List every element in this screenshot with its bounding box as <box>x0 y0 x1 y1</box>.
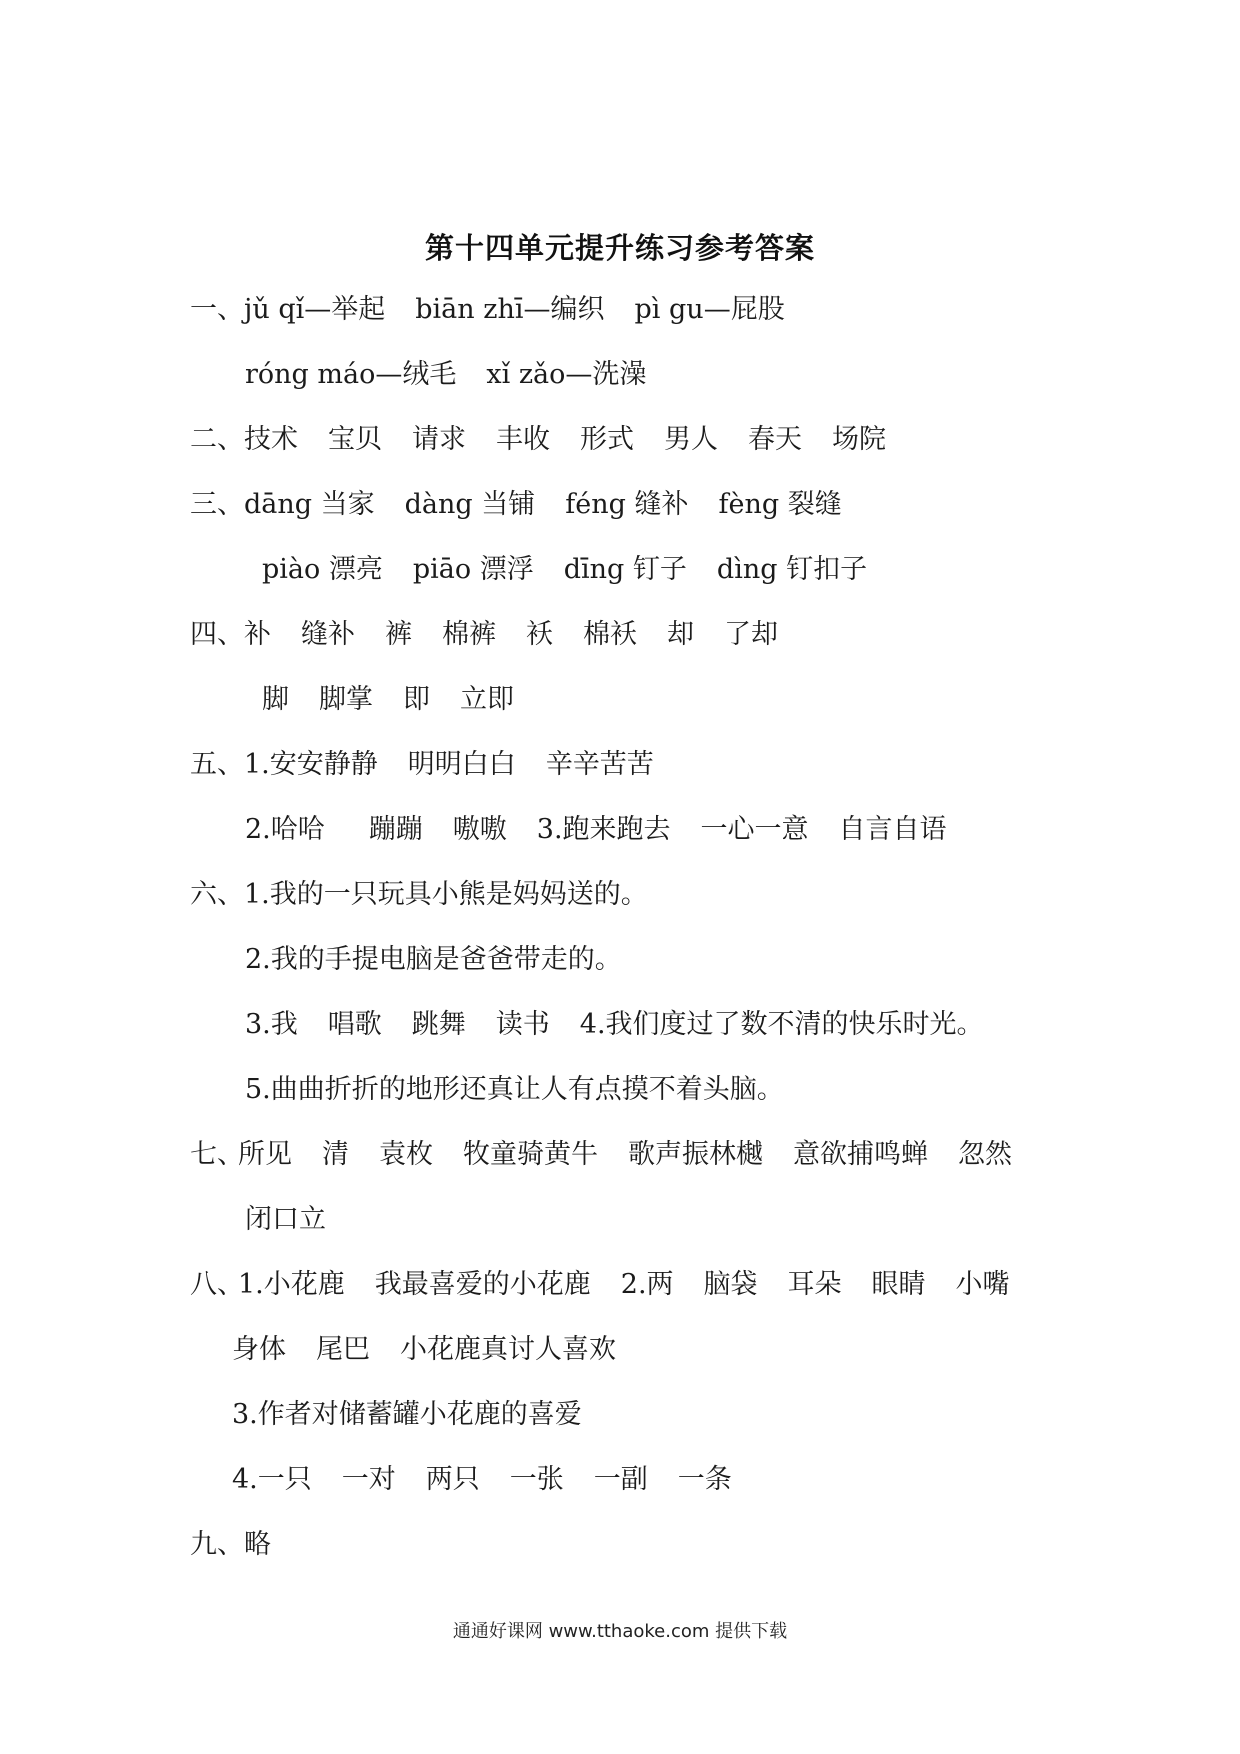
answer-item: 春天 <box>748 424 802 455</box>
section-3-line-1 <box>190 487 842 523</box>
section-8-line-2 <box>232 1332 616 1368</box>
answer-item: 清 <box>322 1139 349 1170</box>
section-6-line-4 <box>245 1072 784 1108</box>
answer-item: 牧童骑黄牛 <box>463 1139 598 1170</box>
answer-item: 形式 <box>580 424 634 455</box>
section-7-line-1 <box>190 1137 1012 1173</box>
section-9-line-1 <box>190 1527 271 1563</box>
answer-item: 请求 <box>412 424 466 455</box>
answer-item: 嗷嗷 <box>452 814 507 845</box>
section-6-line-2 <box>245 942 622 978</box>
answer-item: 缝补 <box>301 619 355 650</box>
section-4-line-2 <box>262 682 514 718</box>
answer-item: 却 <box>667 619 694 650</box>
answer-item: 2.两 <box>620 1269 674 1300</box>
answer-item: dāng 当家 <box>244 489 375 520</box>
answer-item: 一心一意 <box>700 814 809 845</box>
section-3-line-2 <box>262 552 867 588</box>
answer-item: 蹦蹦 <box>368 814 423 845</box>
answer-item: 4.一只 <box>232 1464 312 1495</box>
section-number: 八、 <box>190 1269 244 1300</box>
answer-item: 自言自语 <box>838 814 947 845</box>
answer-item: 一副 <box>593 1464 648 1495</box>
answer-sentence: 5.曲曲折折的地形还真让人有点摸不着头脑。 <box>245 1074 784 1105</box>
answer-item: 我最喜爱的小花鹿 <box>374 1269 591 1300</box>
answer-item: 小嘴 <box>955 1269 1010 1300</box>
answer-item: 袄 <box>526 619 553 650</box>
section-number: 五、 <box>190 749 244 780</box>
answer-item: 丰收 <box>496 424 550 455</box>
section-8-line-4 <box>232 1462 732 1498</box>
answer-item: 尾巴 <box>316 1334 370 1365</box>
answer-item: 脑袋 <box>703 1269 758 1300</box>
answer-item: 男人 <box>664 424 718 455</box>
answer-item: 1.小花鹿 <box>238 1269 345 1300</box>
answer-item: dīng 钉子 <box>563 554 687 585</box>
answer-item: 袁枚 <box>379 1139 433 1170</box>
answer-item: 一条 <box>677 1464 732 1495</box>
answer-item: 所见 <box>238 1139 292 1170</box>
section-5-line-2 <box>245 812 947 848</box>
answer-item: pì gu—屁股 <box>634 294 785 325</box>
answer-item: 辛辛苦苦 <box>545 749 654 780</box>
page-footer: 通通好课网 www.tthaoke.com 提供下载 <box>452 1621 788 1642</box>
answer-item: xǐ zǎo—洗澡 <box>486 359 647 390</box>
answer-item: 立即 <box>460 684 514 715</box>
answer-item: 棉袄 <box>583 619 637 650</box>
section-4-line-1 <box>190 617 778 653</box>
answer-item: 忽然 <box>958 1139 1012 1170</box>
answer-item: 跳舞 <box>411 1009 466 1040</box>
section-5-line-1 <box>190 747 654 783</box>
answer-item: 3.跑来跑去 <box>536 814 671 845</box>
answer-item: 明明白白 <box>407 749 516 780</box>
answer-item: 宝贝 <box>328 424 382 455</box>
answer-item: 歌声振林樾 <box>628 1139 763 1170</box>
answer-item: piāo 漂浮 <box>412 554 534 585</box>
section-6-line-1 <box>190 877 648 913</box>
answer-item: fèng 裂缝 <box>718 489 842 520</box>
section-1-line-2 <box>245 357 646 393</box>
answer-item: 4.我们度过了数不清的快乐时光。 <box>579 1009 984 1040</box>
answer-item: 略 <box>244 1529 271 1560</box>
answer-item: 脚 <box>262 684 289 715</box>
answer-item: 读书 <box>495 1009 550 1040</box>
section-number: 一、 <box>190 294 244 325</box>
section-number: 四、 <box>190 619 244 650</box>
answer-item: 技术 <box>244 424 298 455</box>
section-number: 六、 <box>190 879 244 910</box>
section-7-line-2 <box>245 1202 326 1238</box>
answer-item: dìng 钉扣子 <box>716 554 868 585</box>
section-8-line-3 <box>232 1397 582 1433</box>
answer-item: 唱歌 <box>327 1009 382 1040</box>
answer-item: 一对 <box>341 1464 396 1495</box>
answer-item: dàng 当铺 <box>404 489 536 520</box>
answer-item: 身体 <box>232 1334 286 1365</box>
section-number: 二、 <box>190 424 244 455</box>
answer-item: róng máo—绒毛 <box>245 359 457 390</box>
section-6-line-3 <box>245 1007 984 1043</box>
section-number: 七、 <box>190 1139 244 1170</box>
answer-item: féng 缝补 <box>565 489 689 520</box>
answer-item: 3.我 <box>245 1009 298 1040</box>
answer-item: 即 <box>403 684 430 715</box>
answer-item: jǔ qǐ—举起 <box>244 294 386 325</box>
answer-item: 了却 <box>724 619 778 650</box>
section-number: 三、 <box>190 489 244 520</box>
answer-item: 补 <box>244 619 271 650</box>
section-2-line-1 <box>190 422 886 458</box>
answer-item: 场院 <box>832 424 886 455</box>
answer-item: 裤 <box>385 619 412 650</box>
page-title: 第十四单元提升练习参考答案 <box>424 231 815 265</box>
answer-item: piào 漂亮 <box>262 554 383 585</box>
answer-sentence: 1.我的一只玩具小熊是妈妈送的。 <box>244 879 648 910</box>
answer-sentence: 2.我的手提电脑是爸爸带走的。 <box>245 944 622 975</box>
answer-item: 耳朵 <box>787 1269 842 1300</box>
answer-item: biān zhī—编织 <box>415 294 605 325</box>
answer-item: 眼睛 <box>871 1269 926 1300</box>
answer-item: 2.哈哈 <box>245 814 325 845</box>
section-number: 九、 <box>190 1529 244 1560</box>
answer-item: 脚掌 <box>319 684 373 715</box>
answer-item: 意欲捕鸣蝉 <box>793 1139 928 1170</box>
answer-sentence: 3.作者对储蓄罐小花鹿的喜爱 <box>232 1399 582 1430</box>
answer-item: 小花鹿真讨人喜欢 <box>400 1334 616 1365</box>
answer-item: 两只 <box>425 1464 480 1495</box>
answer-item: 一张 <box>509 1464 564 1495</box>
answer-item: 闭口立 <box>245 1204 326 1235</box>
answer-item: 棉裤 <box>442 619 496 650</box>
answer-item: 1.安安静静 <box>244 749 378 780</box>
section-1-line-1 <box>190 292 785 328</box>
section-8-line-1 <box>190 1267 1010 1303</box>
